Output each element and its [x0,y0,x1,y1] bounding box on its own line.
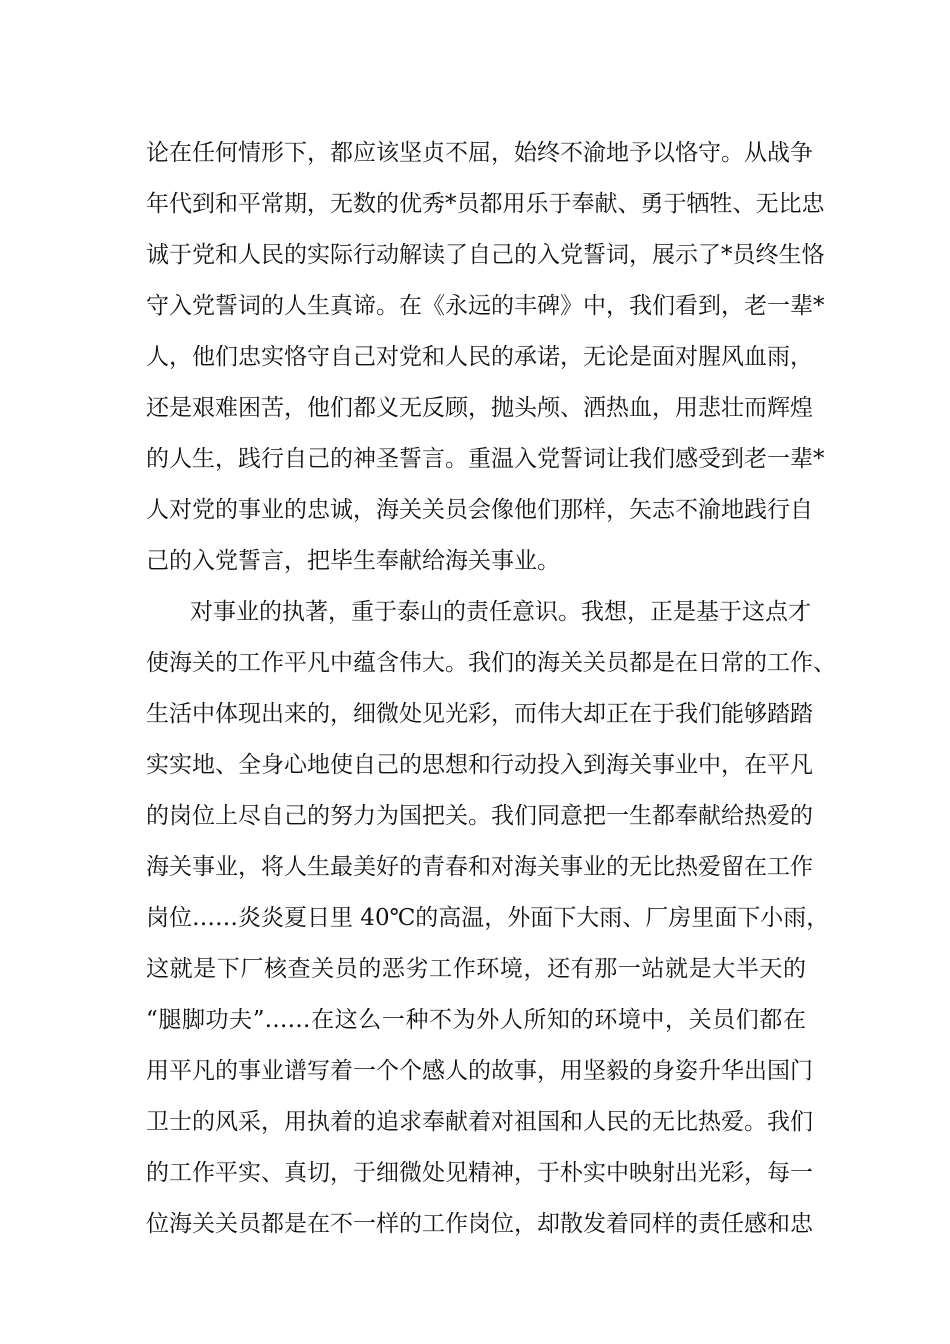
text-line: 实实地、全身心地使自己的思想和行动投入到海关事业中，在平凡 [146,752,813,778]
text-line: 对事业的执著，重于泰山的责任意识。我想，正是基于这点才 [190,599,811,625]
text-line: 论在任何情形下，都应该坚贞不屈，始终不渝地予以恪守。从战争 [146,140,813,166]
text-line: 人，他们忠实恪守自己对党和人民的承诺，无论是面对腥风血雨， [146,344,813,370]
text-line: 使海关的工作平凡中蕴含伟大。我们的海关关员都是在日常的工作、 [146,650,836,676]
text-line: 人对党的事业的忠诚，海关关员会像他们那样，矢志不渝地践行自 [146,497,813,523]
text-line: 岗位……炎炎夏日里 40℃的高温，外面下大雨、厂房里面下小雨， [146,905,830,931]
text-line: 位海关关员都是在不一样的工作岗位，却散发着同样的责任感和忠 [146,1211,813,1237]
text-line: 海关事业，将人生最美好的青春和对海关事业的无比热爱留在工作 [146,854,813,880]
text-line: 用平凡的事业谱写着一个个感人的故事，用坚毅的身姿升华出国门 [146,1058,813,1084]
text-line: 守入党誓词的人生真谛。在《永远的丰碑》中，我们看到，老一辈* [146,293,825,319]
text-line: 卫士的风采，用执着的追求奉献着对祖国和人民的无比热爱。我们 [146,1109,813,1135]
text-line: 己的入党誓言，把毕生奉献给海关事业。 [146,548,560,574]
text-line: 的岗位上尽自己的努力为国把关。我们同意把一生都奉献给热爱的 [146,803,813,829]
body-text [146,128,836,1250]
text-line: 诚于党和人民的实际行动解读了自己的入党誓词，展示了*员终生恪 [146,242,825,268]
text-line: 这就是下厂核查关员的恶劣工作环境，还有那一站就是大半天的 [146,956,806,982]
text-line: 的工作平实、真切，于细微处见精神，于朴实中映射出光彩，每一 [146,1160,813,1186]
text-line: 还是艰难困苦，他们都义无反顾，抛头颅、洒热血，用悲壮而辉煌 [146,395,813,421]
text-line: 生活中体现出来的，细微处见光彩，而伟大却正在于我们能够踏踏 [146,701,813,727]
text-line: 年代到和平常期，无数的优秀*员都用乐于奉献、勇于牺牲、无比忠 [146,191,825,217]
text-line: 的人生，践行自己的神圣誓言。重温入党誓词让我们感受到老一辈* [146,446,825,472]
text-line: “腿脚功夫”……在这么一种不为外人所知的环境中，关员们都在 [146,1007,806,1033]
